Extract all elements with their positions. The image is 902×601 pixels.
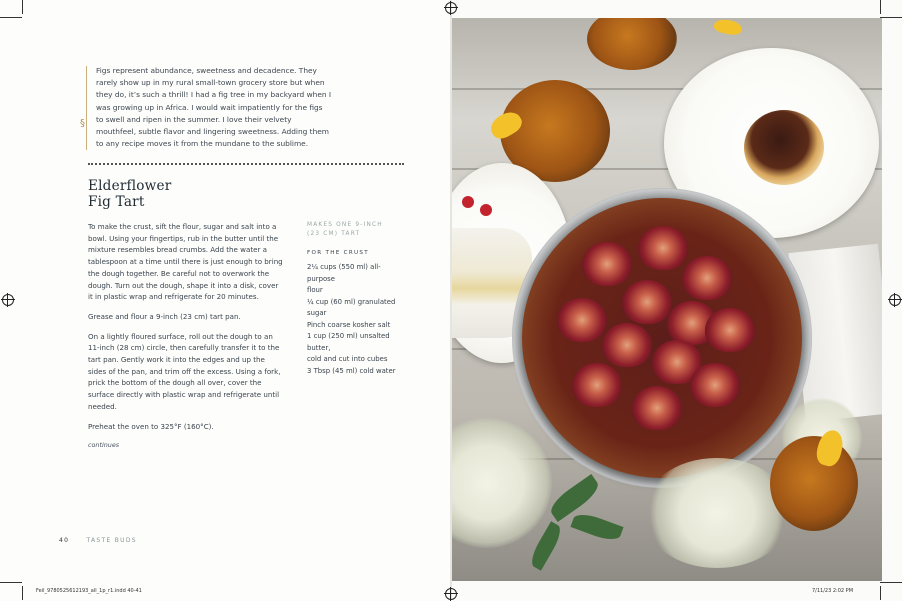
swirl-ornament-icon: § [80,118,85,129]
crop-mark [22,586,23,600]
yield-label [307,221,397,239]
ingredients-list [307,262,407,377]
registration-mark-icon [2,294,14,306]
registration-mark-icon [889,294,901,306]
step: Grease and flour a 9-inch (23 cm) tart pan. [88,311,241,321]
fig-half [582,242,632,286]
ingredient-line: flour [307,286,323,294]
fig-half [632,386,682,430]
lemon-twist [713,18,743,36]
crop-mark [880,17,902,18]
fig-half [682,256,732,300]
fig-half [705,308,755,352]
ingredient-line: 2¼ cups (550 ml) all-purpose [307,263,381,283]
fig-half [602,323,652,367]
intro-rule [86,66,87,150]
running-head: TASTE BUDS [86,537,137,544]
continues-label: continues [88,441,120,450]
ingredient-line: Pinch coarse kosher salt [307,320,391,329]
title-line-2: Fig Tart [88,194,145,210]
crop-mark [0,582,22,583]
step: Preheat the oven to 325°F (160°C). [88,421,214,431]
yield-line-2: (23 CM) TART [307,231,361,237]
crop-mark [880,0,881,14]
registration-mark-icon [445,588,457,600]
step: To make the crust, sift the flour, sugar and salt into a bowl. Using your fingertips, rub in the butter until the mixture resembles bread crumbs. Add the water a tablespoon at a time until there is just enough to bring the dough together. Be careful not to overwork the dough. Turn out the dough, shape it into a disk, cover it in plastic wrap and refrigerate for 20 minutes. [88,222,283,302]
strawberry [480,204,492,216]
fig-half [690,363,740,407]
chocolate-pastry [744,110,824,185]
crop-mark [22,0,23,14]
intro-text: Figs represent abundance, sweetness and decadence. They rarely show up in my rural small-town grocery store but when they do, it’s such a thrill! I had a fig tree in my backyard when I was growing up in Africa. I would wait impatiently for the figs to swell and ripen in the summer. I love their velvety mouthfeel, subtle flavor and lingering sweetness. Adding them to any recipe moves it from the mundane to the sublime. [96,66,332,149]
ingredient-line: 3 Tbsp (45 ml) cold water [307,366,396,375]
page-number: 40 [59,537,70,544]
fig-tart-photo [452,18,882,581]
elder-leaf [546,474,603,522]
slug-date: 7/11/23 2:02 PM [812,588,854,594]
elderflower-cluster [452,418,552,548]
dotted-divider [88,163,404,165]
method-text [88,221,285,460]
yield-line-1: MAKES ONE 9-INCH [307,222,383,228]
elderflower-cluster [642,458,792,568]
ingredient-line: ¼ cup (60 ml) granulated sugar [307,297,396,317]
fig-half [638,226,688,270]
recipe-title [88,178,171,210]
crop-mark [880,582,902,583]
cocktail-glass [587,18,677,70]
fig-half [572,363,622,407]
crop-mark [0,17,22,18]
ingredient-line: 1 cup (250 ml) unsalted butter, [307,332,390,352]
strawberry [462,196,474,208]
ingredients-heading: FOR THE CRUST [307,250,369,256]
fig-half [557,298,607,342]
ingredient-line: cold and cut into cubes [307,355,388,363]
crop-mark [880,586,881,600]
slug-line: Feil_9780525612193_all_1p_r1.indd 40-41 [36,588,142,594]
step: On a lightly floured surface, roll out the dough to an 11-inch (28 cm) circle, then carefully transfer it to the tart pan. Gently work it into the edges and up the sides of the pan, and trim off the excess. Using a fork, prick the bottom of the dough all over, cover the surface directly with plastic wrap and refrigerate until needed. [88,331,281,411]
elder-leaf [570,510,623,544]
folio [59,537,137,544]
registration-mark-icon [445,2,457,14]
title-line-1: Elderflower [88,178,172,194]
fig-half [622,280,672,324]
cocktail-glass [770,436,858,531]
